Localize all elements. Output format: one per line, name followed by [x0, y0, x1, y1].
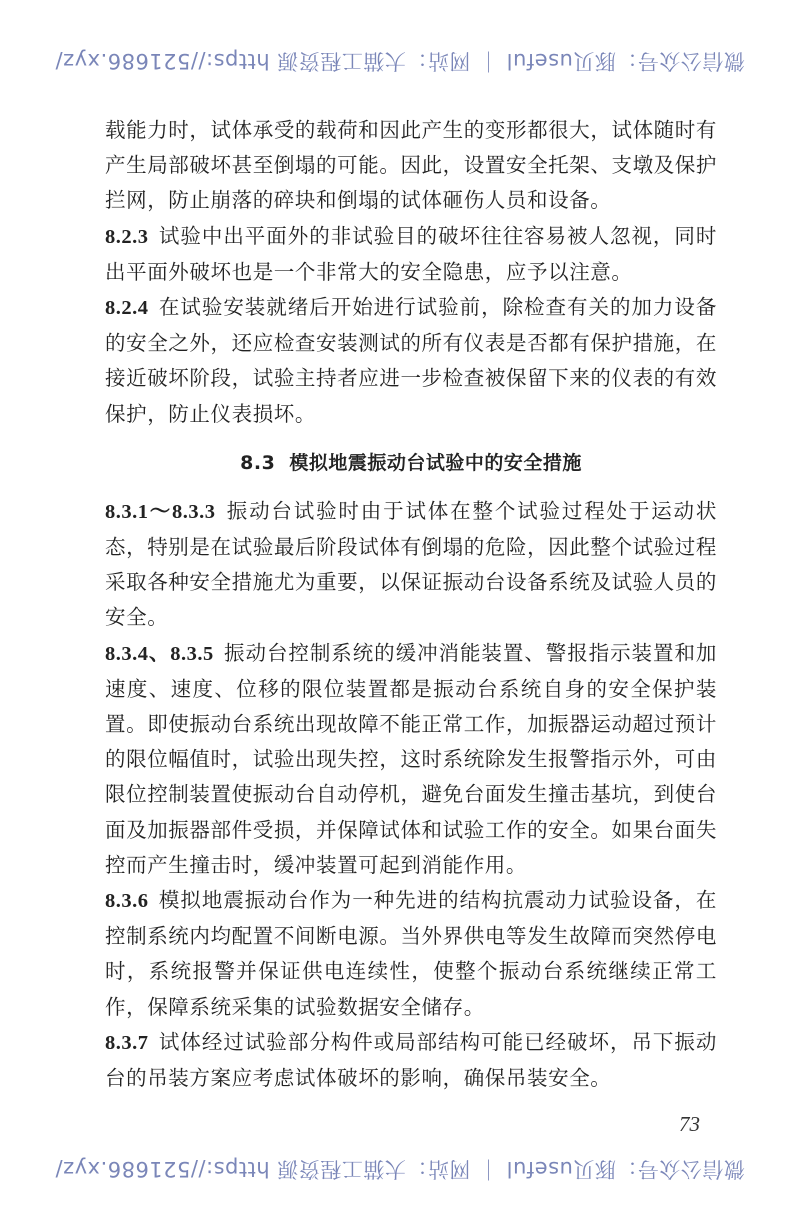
- clause-number: 8.2.3: [105, 225, 149, 248]
- paragraph-continued: [105, 113, 717, 219]
- document-body: [105, 113, 717, 1096]
- clause-number: 8.3.6: [105, 890, 149, 913]
- clause-number: 8.3.7: [105, 1031, 149, 1054]
- paragraph-text: 载能力时，试体承受的载荷和因此产生的变形都很大，试体随时有产生局部破坏甚至倒塌的可能。因此，设置安全托架、支墩及保护拦网，防止崩落的碎块和倒塌的试体砸伤人员和设备。: [105, 118, 717, 213]
- paragraph-text: 振动台控制系统的缓冲消能装置、警报指示装置和加速度、速度、位移的限位装置都是振动台系统自身的安全保护装置。即使振动台系统出现故障不能正常工作，加振器运动超过预计的限位幅值时，试验出现失控，这时系统除发生报警指示外，可由限位控制装置使振动台自动停机，避免台面发生撞击基坑，到使台面及加振器部件受损，并保障试体和试验工作的安全。如果台面失控而产生撞击时，缓冲装置可起到消能作用。: [105, 640, 717, 877]
- clause-8-3-7: [105, 1025, 717, 1096]
- watermark-bottom: 微信公众号：豚贝useful ｜ 网站：大猫工程资源 https://521686.xyz/: [55, 1157, 745, 1181]
- clause-8-2-4: [105, 290, 717, 432]
- section-number: 8.3: [240, 451, 276, 474]
- page-number: 73: [679, 1112, 700, 1136]
- watermark-top: 微信公众号：豚贝useful ｜ 网站：大猫工程资源 https://521686.xyz/: [55, 49, 745, 73]
- section-title: 模拟地震振动台试验中的安全措施: [289, 451, 582, 474]
- paragraph-text: 试验中出平面外的非试验目的破坏往往容易被人忽视，同时出平面外破坏也是一个非常大的安全隐患，应予以注意。: [105, 223, 717, 284]
- paragraph-text: 振动台试验时由于试体在整个试验过程处于运动状态，特别是在试验最后阶段试体有倒塌的危险，因此整个试验过程采取各种安全措施尤为重要，以保证振动台设备系统及试验人员的安全。: [105, 498, 717, 630]
- section-heading: [105, 432, 717, 494]
- clause-number: 8.2.4: [105, 297, 149, 320]
- clause-8-3-6: [105, 883, 717, 1025]
- clause-8-3-1-to-8-3-3: [105, 494, 717, 636]
- clause-number: 8.3.4、8.3.5: [105, 642, 214, 665]
- clause-8-3-4-8-3-5: [105, 636, 717, 883]
- clause-number: 8.3.1～8.3.3: [105, 500, 216, 523]
- paragraph-text: 在试验安装就绪后开始进行试验前，除检查有关的加力设备的安全之外，还应检查安装测试的所有仪表是否都有保护措施，在接近破坏阶段，试验主持者应进一步检查被保留下来的仪表的有效保护，防止仪表损坏。: [105, 295, 717, 426]
- clause-8-2-3: [105, 219, 717, 290]
- paragraph-text: 模拟地震振动台作为一种先进的结构抗震动力试验设备，在控制系统内均配置不间断电源。当外界供电等发生故障而突然停电时，系统报警并保证供电连续性，使整个振动台系统继续正常工作，保障系统采集的试验数据安全储存。: [105, 888, 717, 1019]
- paragraph-text: 试体经过试验部分构件或局部结构可能已经破坏，吊下振动台的吊装方案应考虑试体破坏的影响，确保吊装安全。: [105, 1029, 717, 1091]
